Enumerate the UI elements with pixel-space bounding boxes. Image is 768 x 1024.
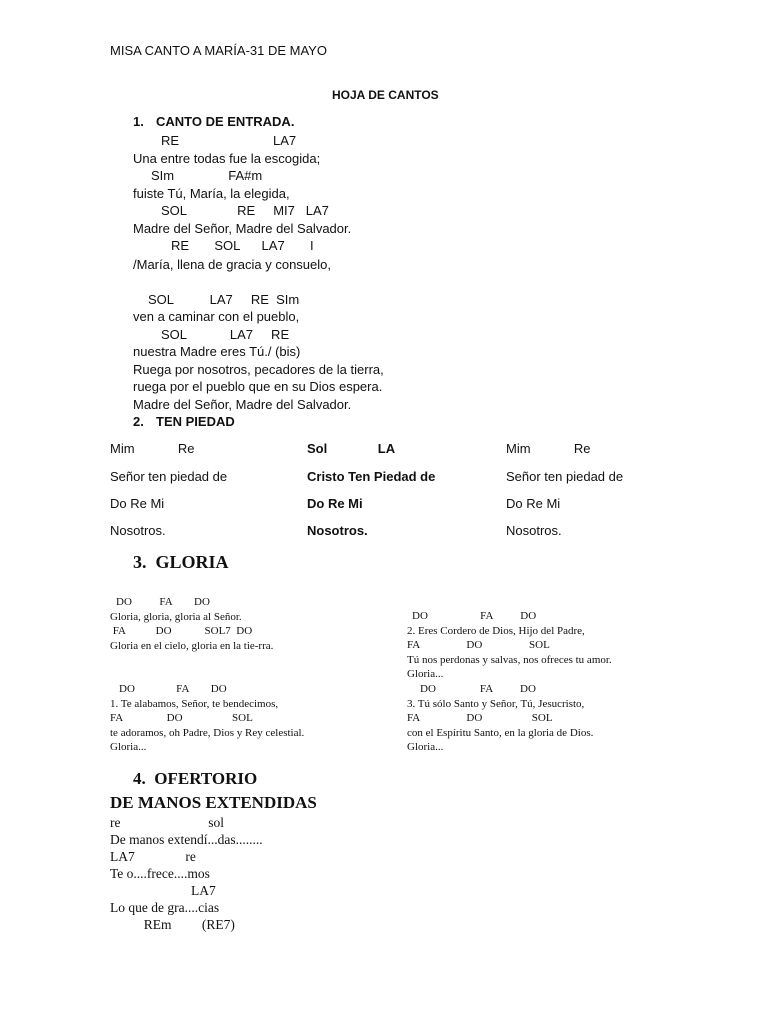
piedad-col3-chords: Mim Re bbox=[506, 441, 591, 456]
section-title-piedad: TEN PIEDAD bbox=[156, 414, 235, 429]
lyric-line: nuestra Madre eres Tú./ (bis) bbox=[133, 344, 301, 359]
chord-line: DO FA DO bbox=[420, 683, 536, 695]
section-title-ofertorio: 4. OFERTORIO bbox=[133, 769, 258, 788]
piedad-col2-chords: Do Re Mi bbox=[307, 496, 363, 511]
lyric-line: Madre del Señor, Madre del Salvador. bbox=[133, 397, 352, 412]
section-title-gloria: 3. GLORIA bbox=[133, 552, 229, 572]
lyric-line: Madre del Señor, Madre del Salvador. bbox=[133, 221, 352, 236]
piedad-col2-lyric: Nosotros. bbox=[307, 523, 368, 538]
lyric-line: Gloria... bbox=[407, 741, 444, 753]
piedad-col2-chords: Sol LA bbox=[307, 441, 396, 456]
chord-line: SOL LA7 RE SIm bbox=[148, 292, 300, 307]
piedad-col3-chords: Do Re Mi bbox=[506, 496, 561, 511]
piedad-col1-chords: Do Re Mi bbox=[110, 496, 165, 511]
piedad-col3-lyric: Nosotros. bbox=[506, 523, 562, 538]
sheet-title: HOJA DE CANTOS bbox=[332, 88, 439, 102]
chord-line: DO FA DO bbox=[412, 610, 537, 622]
chord-line: RE LA7 bbox=[161, 133, 297, 148]
piedad-col1-lyric: Señor ten piedad de bbox=[110, 469, 228, 484]
section-title-entrada: CANTO DE ENTRADA. bbox=[156, 114, 295, 129]
lyric-line: Lo que de gra....cias bbox=[110, 900, 220, 915]
section-number-2: 2. bbox=[133, 414, 144, 429]
chord-line: DO FA DO bbox=[119, 683, 227, 695]
lyric-line: Tú nos perdonas y salvas, nos ofreces tu amor. bbox=[407, 654, 612, 666]
chord-line: FA DO SOL bbox=[110, 712, 253, 724]
chord-line: SIm FA#m bbox=[151, 168, 263, 183]
section-number-1: 1. bbox=[133, 114, 144, 129]
chord-line: SOL LA7 RE bbox=[161, 327, 290, 342]
lyric-line: 3. Tú sólo Santo y Señor, Tú, Jesucristo, bbox=[407, 698, 585, 710]
piedad-col1-lyric: Nosotros. bbox=[110, 523, 166, 538]
lyric-line: Ruega por nosotros, pecadores de la tierra, bbox=[133, 362, 384, 377]
lyric-line: De manos extendí...das........ bbox=[110, 832, 263, 847]
lyric-line: ven a caminar con el pueblo, bbox=[133, 309, 300, 324]
chord-line: LA7 re bbox=[110, 849, 196, 864]
piedad-col1-chords: Mim Re bbox=[110, 441, 195, 456]
document-header: MISA CANTO A MARÍA-31 DE MAYO bbox=[110, 43, 327, 58]
lyric-line: /María, llena de gracia y consuelo, bbox=[133, 257, 331, 272]
lyric-line: 1. Te alabamos, Señor, te bendecimos, bbox=[110, 698, 279, 710]
lyric-line: Te o....frece....mos bbox=[110, 866, 210, 881]
lyric-line: Una entre todas fue la escogida; bbox=[133, 151, 321, 166]
lyric-line: Gloria... bbox=[110, 741, 147, 753]
lyric-line: te adoramos, oh Padre, Dios y Rey celestial. bbox=[110, 727, 305, 739]
lyric-line: con el Espíritu Santo, en la gloria de Dios. bbox=[407, 727, 594, 739]
lyric-line: Gloria, gloria, gloria al Señor. bbox=[110, 611, 242, 623]
lyric-line: 2. Eres Cordero de Dios, Hijo del Padre, bbox=[407, 625, 585, 637]
lyric-line: Gloria... bbox=[407, 668, 444, 680]
piedad-col2-lyric: Cristo Ten Piedad de bbox=[307, 469, 436, 484]
chord-line: SOL RE MI7 LA7 bbox=[161, 203, 329, 218]
song-subtitle: DE MANOS EXTENDIDAS bbox=[110, 793, 317, 812]
chord-line: DO FA DO bbox=[116, 596, 210, 608]
piedad-col3-lyric: Señor ten piedad de bbox=[506, 469, 624, 484]
chord-line: RE SOL LA7 I bbox=[171, 238, 314, 253]
chord-line: FA DO SOL bbox=[407, 639, 550, 651]
lyric-line: Gloria en el cielo, gloria en la tie-rra. bbox=[110, 640, 274, 652]
chord-line: FA DO SOL7 DO bbox=[110, 625, 253, 637]
lyric-line: ruega por el pueblo que en su Dios espera. bbox=[133, 379, 383, 394]
chord-line: LA7 bbox=[110, 883, 216, 898]
lyric-line: fuiste Tú, María, la elegida, bbox=[133, 186, 290, 201]
chord-line: re sol bbox=[110, 815, 224, 830]
chord-line: FA DO SOL bbox=[407, 712, 553, 724]
chord-line: REm (RE7) bbox=[110, 917, 235, 932]
